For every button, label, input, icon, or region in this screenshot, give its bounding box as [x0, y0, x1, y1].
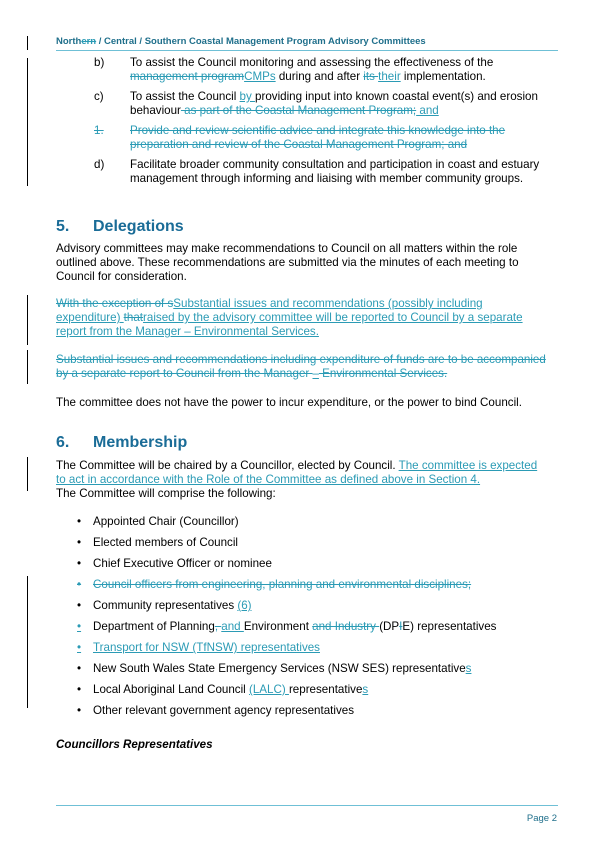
section-heading-membership: 6. Membership — [56, 434, 188, 451]
bullet-icon: • — [77, 536, 82, 549]
deleted-text: as part of the Coastal Management Program — [180, 104, 413, 117]
paragraph: The committee does not have the power to incur expenditure, or the power to bind Council. — [56, 396, 522, 409]
deleted-text: Substantial issues and recommendations including expenditure of funds are to be accompanied by a separate report to Council from the Manager — [56, 353, 546, 380]
header-text: North — [56, 36, 82, 47]
change-bar — [27, 457, 28, 491]
deleted-text: Provide and review scientific advice and integrate this knowledge into the preparation and review of the Coastal Management Program; and — [130, 124, 506, 151]
bullet-icon: • — [77, 620, 82, 633]
list-item-body: To assist the Council monitoring and assessing the effectiveness of the management programCMPs during and after its their implementation. — [130, 56, 494, 83]
list-marker: d) — [94, 158, 105, 171]
list-marker: c) — [94, 90, 104, 103]
section-heading-delegations: 5. Delegations — [56, 218, 184, 235]
inserted-text: and — [221, 620, 244, 633]
list-marker: 1. — [94, 124, 104, 137]
bullet-icon: • — [77, 641, 82, 654]
inserted-text: CMPs — [244, 70, 276, 83]
inserted-text: (6) — [237, 599, 252, 612]
page-header — [56, 36, 558, 51]
header-text: / Central / Southern Coastal Management Program Advisory Committees — [96, 36, 426, 47]
inserted-text: Substantial issues and recommendations (possibly including expenditure) — [56, 297, 483, 324]
deleted-text: ; — [412, 104, 417, 117]
change-bar — [27, 576, 28, 661]
list-marker: b) — [94, 56, 105, 69]
page-number: Page 2 — [526, 813, 557, 824]
bullet-icon: • — [77, 683, 82, 696]
paragraph: The Committee will be chaired by a Councillor, elected by Council. The committee is expected to act in accordance with the Role of the Committee as defined above in Section 4. The Committee will comprise the following: — [56, 459, 538, 500]
inserted-text: – — [312, 367, 319, 380]
bullet-icon: • — [77, 662, 82, 675]
deleted-text: , — [214, 620, 222, 633]
deleted-text: management program — [130, 70, 245, 83]
deleted-text: Environmental Services. — [318, 367, 448, 380]
bullet-icon: • — [77, 599, 82, 612]
inserted-text: (LALC) — [248, 683, 289, 696]
bullet-icon: • — [77, 704, 82, 717]
change-bar — [27, 350, 28, 384]
bullet-icon: • — [77, 578, 82, 591]
subheading-councillors-representatives: Councillors Representatives — [56, 738, 213, 751]
deleted-text: With the exception of s — [56, 297, 174, 310]
inserted-text: their — [378, 70, 401, 83]
change-bar — [27, 295, 28, 345]
deleted-text: that — [123, 311, 144, 324]
inserted-text: The committee is expected to act in accordance with the Role of the Committee as defined above in Section 4. — [56, 459, 538, 486]
inserted-text: and — [416, 104, 439, 117]
deleted-text: its — [363, 70, 379, 83]
deleted-text: I — [399, 620, 403, 633]
inserted-text: raised by the advisory committee will be reported to Council by a separate report from the Manager – Environmental Services. — [56, 311, 523, 338]
inserted-text: Transport for NSW (TfNSW) representatives — [93, 641, 320, 654]
paragraph: Advisory committees may make recommendations to Council on all matters within the role outlined above. These recommendations are submitted via the minutes of each meeting to Council for consideration. — [56, 242, 519, 283]
bullet-icon: • — [77, 557, 82, 570]
deleted-text: and Industry — [312, 620, 380, 633]
change-bar — [27, 656, 28, 708]
inserted-text: s — [465, 662, 472, 675]
inserted-text: by — [239, 90, 256, 103]
list-item-body: To assist the Council by providing input into known coastal event(s) and erosion behaviour as part of the Coastal Management Program; and — [130, 90, 538, 117]
list-item-body: Facilitate broader community consultation and participation in coast and estuary management through informing and liaising with member community groups. — [130, 158, 540, 185]
change-bar — [27, 36, 28, 50]
deleted-text: Council officers from engineering, planning and environmental disciplines; — [93, 578, 472, 591]
inserted-text: s — [362, 683, 369, 696]
bullet-icon: • — [77, 515, 82, 528]
change-bar — [27, 58, 28, 186]
deleted-text: ern — [81, 36, 97, 47]
paragraph — [56, 353, 546, 381]
paragraph — [56, 297, 546, 339]
footer-divider — [56, 805, 558, 806]
